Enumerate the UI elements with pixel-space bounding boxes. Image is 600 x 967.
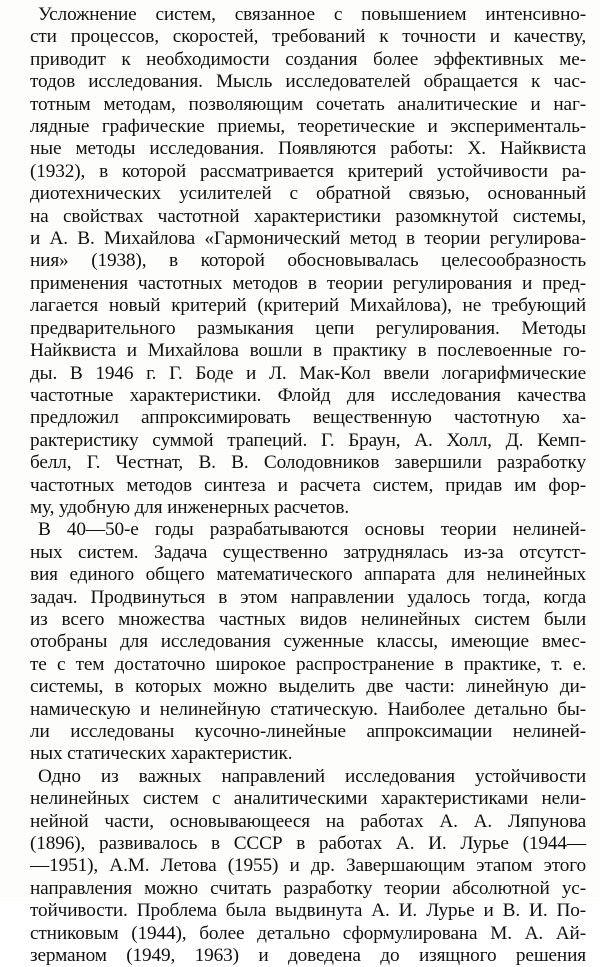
text-line: (1896), развивалось в СССР в работах А. И. Лурье (1944— (30, 833, 586, 855)
text-line: системы, в которых можно выделить две части: линейную ди- (30, 676, 586, 698)
text-line: Найквиста и Михайлова вошли в практику в послевоенные го- (30, 340, 586, 362)
text-line: вия единого общего математического аппарата для нелинейных (30, 564, 586, 586)
text-line: и А. В. Михайлова «Гармонический метод в теории регулирова- (30, 228, 586, 250)
text-line: ных статических характеристик. (30, 743, 293, 765)
paragraph-1 (30, 4, 586, 519)
paragraph-3 (30, 766, 586, 967)
text-line: частотные характеристики. Флойд для исследования качества (30, 384, 586, 406)
text-line: Одно из важных направлений исследования устойчивости (38, 765, 586, 787)
text-line: В 40—50-е годы разрабатываются основы теории нелиней- (38, 519, 586, 541)
text-line: диотехнических усилителей с обратной связью, основанный (30, 183, 586, 205)
paragraph-2 (30, 519, 586, 765)
text-line: лядные графические приемы, теоретические и эксперименталь- (30, 116, 586, 138)
text-line: ные методы исследования. Появляются работы: X. Найквиста (30, 138, 586, 160)
text-line: намическую и нелинейную статическую. Наиболее детально бы- (30, 698, 586, 720)
text-line: тотным методам, позволяющим сочетать аналитические и наг- (30, 93, 586, 115)
text-line: ды. В 1946 г. Г. Боде и Л. Мак-Кол ввели логарифмические (30, 362, 586, 384)
text-line: направления можно считать разработку теории абсолютной ус- (30, 877, 586, 899)
text-line: (1932), в которой рассматривается критерий устойчивости ра- (30, 160, 586, 182)
text-line: предварительного размыкания цепи регулирования. Методы (30, 317, 586, 339)
text-line: из всего множества частных видов нелинейных систем были (30, 608, 586, 630)
text-line: стниковым (1944), более детально сформулирована М. А. Ай- (30, 922, 586, 944)
text-line: тодов исследования. Мысль исследователей обращается к час- (30, 71, 586, 93)
text-line: зерманом (1949, 1963) и доведена до изящного решения (30, 945, 586, 967)
text-line: Усложнение систем, связанное с повышением интенсивно- (38, 4, 586, 25)
text-line: —1951), А.М. Летова (1955) и др. Завершающим этапом этого (30, 855, 586, 877)
text-line: ных систем. Задача существенно затруднялась из-за отсутст- (30, 541, 586, 563)
text-line: ли исследованы кусочно-линейные аппроксимации нелиней- (30, 721, 586, 742)
text-line: задач. Продвинуться в этом направлении удалось тогда, когда (30, 586, 586, 608)
text-line: применения частотных методов в теории регулирования и пред- (30, 272, 586, 294)
text-line: нелинейных систем с аналитическими характеристиками нели- (30, 788, 586, 810)
text-line: отобраны для исследования суженные классы, имеющие вмес- (30, 631, 586, 653)
text-line: ния» (1938), в которой обосновывалась целесообразность (30, 250, 586, 272)
text-line: сти процессов, скоростей, требований к точности и качеству, (30, 26, 586, 48)
text-line: тойчивости. Проблема была выдвинута А. И. Лурье и В. И. По- (30, 900, 586, 922)
text-line: нейной части, основывающееся на работах А. А. Ляпунова (30, 810, 586, 832)
text-line: рактеристику суммой трапеций. Г. Браун, А. Холл, Д. Кемп- (30, 429, 586, 451)
text-line: му, удобную для инженерных расчетов. (30, 496, 350, 518)
text-line: белл, Г. Честнат, В. В. Солодовников завершили разработку (30, 452, 586, 474)
text-line: те с тем достаточно широкое распространение в практике, т. е. (30, 653, 586, 675)
text-line: частотных методов синтеза и расчета систем, придав им фор- (30, 474, 586, 496)
text-line: на свойствах частотной характеристики разомкнутой системы, (30, 205, 586, 227)
text-line: предложил аппроксимировать вещественную частотную ха- (30, 407, 586, 429)
text-line: приводит к необходимости создания более эффективных ме- (30, 48, 586, 70)
text-line: лагается новый критерий (критерий Михайлова), не требующий (30, 295, 586, 317)
